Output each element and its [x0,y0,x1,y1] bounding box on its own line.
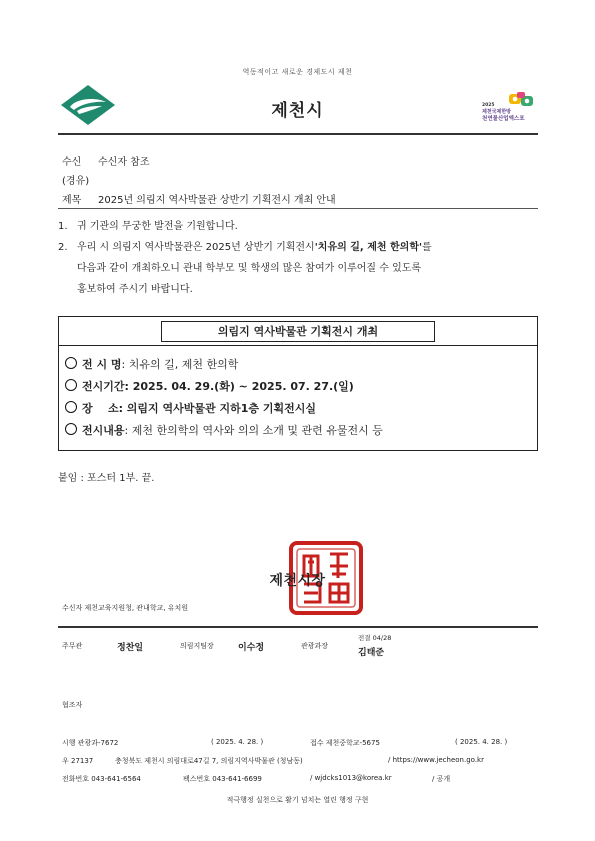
subject-key: 제목 [62,195,82,206]
exec-date: ( 2025. 4. 28. ) [211,738,264,746]
p1-text: 귀 기관의 무궁한 발전을 기원합니다. [77,221,238,232]
p2-number: 2. [58,242,68,253]
item-label: 전시내용 [82,424,125,437]
item-value: : 2025. 04. 29.(화) ~ 2025. 07. 27.(일) [124,380,354,393]
item-period [65,378,354,394]
exec-number: 시행 관광과-7672 [62,739,119,747]
item-label: 전 시 명 [82,358,122,371]
circle-bullet-icon [65,401,77,413]
disclosure-status: / 공개 [432,775,451,783]
p1-number: 1. [58,221,68,232]
address: 충청북도 제천시 의림대로47길 7, 의림지역사박물관 (청남동) [115,757,303,765]
body [58,216,538,300]
exhibit-box [58,316,538,451]
signoff-role2: 의림지팀장 [180,642,214,650]
expo-line2: 천연물산업엑스포 [482,116,525,122]
p2-line3: 홍보하여 주시기 바랍니다. [77,284,193,295]
via-line: (경유) [62,176,90,187]
expo-line1: 제천국제한방 [482,109,511,115]
receipt-number: 접수 제천중학교-5675 [310,739,380,747]
recipient-key: 수신 [62,157,82,168]
item-content [65,422,383,438]
circle-bullet-icon [65,357,77,369]
receipt-date: ( 2025. 4. 28. ) [455,738,508,746]
subject-line [62,191,336,206]
item-label: 장 소 [82,402,119,415]
item-place [65,400,316,416]
subject-rule [58,208,538,209]
p2-line1 [77,237,537,258]
org-title: 제천시 [271,101,324,121]
header-rule [58,133,538,135]
phone-number: 전화번호 043-641-6564 [62,775,141,783]
signoff-name3: 김태준 [358,648,385,658]
signoff-date: 전결 04/28 [358,634,392,642]
signoff-name2: 이수정 [238,643,265,653]
attachment-line: 붙임 : 포스터 1부. 끝. [58,473,155,484]
p2-text-b: 를 [422,242,432,253]
sender-name: 제천시장 [269,573,326,589]
exhibit-box-title: 의림지 역사박물관 기획전시 개최 [161,321,435,342]
item-label: 전시기간 [82,380,125,393]
recipient-value: 수신자 참조 [98,157,150,168]
p2-line2: 다음과 같이 개최하오니 관내 학부모 및 학생의 많은 참여가 이루어질 수 있도록 [77,263,422,274]
motto: 적극행정 실천으로 활기 넘치는 열린 행정 구현 [226,796,369,804]
box-divider [59,345,537,346]
postal-code: 우 27137 [62,757,94,765]
expo-logo [479,92,539,124]
recipient-line [62,153,149,168]
item-value: : 치유의 길, 제천 한의학 [121,358,239,371]
subject-value: 2025년 의림지 역사박물관 상반기 기획전시 개최 안내 [98,195,336,206]
p2-exhibit-title: '치유의 길, 제천 한의학' [314,242,423,253]
cooperator-label: 협조자 [62,701,83,709]
signoff-rule [58,626,538,628]
signoff-role3: 관광과장 [301,642,329,650]
signoff-name1: 정찬일 [117,643,144,653]
item-value: : 제천 한의학의 역사와 의의 소개 및 관련 유물전시 등 [124,424,383,437]
email-link[interactable]: / wjdcks1013@korea.kr [310,774,392,782]
homepage-link[interactable]: / https://www.jecheon.go.kr [388,756,484,764]
slogan: 역동적이고 새로운 경제도시 제천 [242,68,353,76]
recipient-list: 수신자 제천교육지원청, 관내학교, 유치원 [62,604,189,612]
fax-number: 팩스번호 043-641-6699 [183,775,262,783]
item-name [65,356,238,372]
expo-year: 2025 [482,103,495,108]
signoff-role1: 주무관 [62,642,83,650]
item-value: : 의림지 역사박물관 지하1층 기획전시실 [118,402,316,415]
circle-bullet-icon [65,379,77,391]
circle-bullet-icon [65,423,77,435]
p2-text-a: 우리 시 의림지 역사박물관은 2025년 상반기 기획전시 [77,242,315,253]
